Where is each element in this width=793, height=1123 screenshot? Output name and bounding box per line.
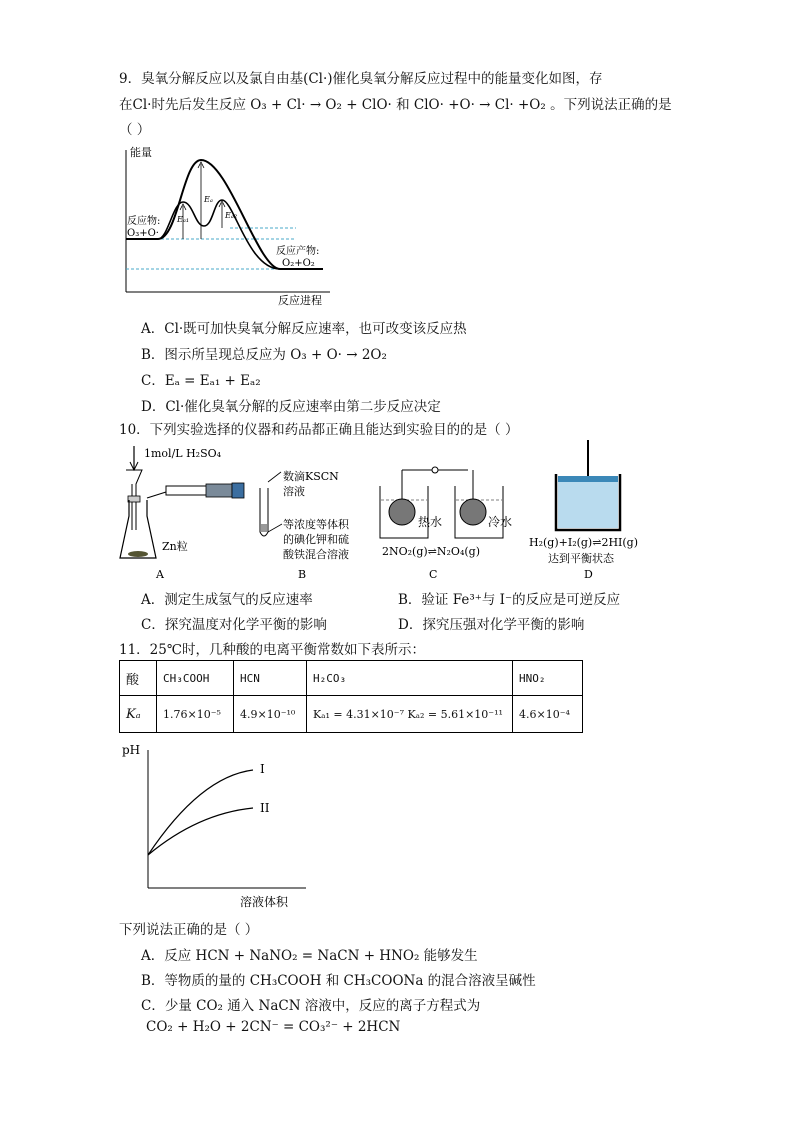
cold-flask bbox=[460, 499, 486, 525]
q10-stem: 10．下列实验选择的仪器和药品都正确且能达到实验目的的是（ ） bbox=[119, 422, 519, 438]
ea-label: Eₐ bbox=[204, 195, 213, 204]
table-cell: HCN bbox=[234, 661, 307, 696]
q11-option-a: A．反应 HCN + NaNO₂ = NaCN + HNO₂ 能够发生 bbox=[141, 948, 478, 964]
table-cell: HNO₂ bbox=[513, 661, 583, 696]
d-state: 达到平衡状态 bbox=[548, 552, 614, 565]
product-formula: O₂+O₂ bbox=[282, 258, 315, 269]
apparatus-c bbox=[380, 467, 512, 581]
d-piston bbox=[558, 476, 618, 482]
a-reagent-label: 1mol/L H₂SO₄ bbox=[144, 447, 222, 460]
q10-option-a: A．测定生成氢气的反应速率 bbox=[141, 592, 313, 608]
zn-label: Zn粒 bbox=[162, 540, 188, 553]
b-drop-label: 数滴KSCN bbox=[283, 470, 339, 483]
ea1-label: Eₐ₁ bbox=[177, 215, 190, 224]
q9-option-b: B．图示所呈现总反应为 O₃ + O· → 2O₂ bbox=[141, 347, 387, 363]
hot-water-label: 热水 bbox=[418, 515, 443, 529]
curve-ii-label: II bbox=[260, 801, 270, 815]
reactant-formula: O₃+O· bbox=[127, 228, 159, 239]
apparatus-d bbox=[529, 440, 638, 581]
ea2-label: Eₐ₂ bbox=[225, 211, 238, 220]
label-c: C bbox=[429, 568, 438, 581]
table-cell: Kₐ₁ = 4.31×10⁻⁷ Kₐ₂ = 5.61×10⁻¹¹ bbox=[307, 696, 513, 733]
d-equation: H₂(g)+I₂(g)⇌2HI(g) bbox=[529, 536, 639, 549]
q10-option-c: C．探究温度对化学平衡的影响 bbox=[141, 617, 327, 633]
q9-option-d: D．Cl·催化臭氧分解的反应速率由第二步反应决定 bbox=[141, 399, 441, 415]
b-solution-1: 等浓度等体积 bbox=[283, 518, 349, 531]
table-cell: CH₃COOH bbox=[157, 661, 234, 696]
q9-answer-paren: （ ） bbox=[119, 122, 151, 138]
b-solution-2: 的碘化钾和硫 bbox=[283, 533, 349, 546]
q9-option-c: C．Eₐ = Eₐ₁ + Eₐ₂ bbox=[141, 373, 261, 389]
table-cell: Kₐ bbox=[120, 696, 157, 733]
zn-granules bbox=[128, 551, 148, 557]
q9-stem-line2: 在Cl·时先后发生反应 O₃ + Cl· → O₂ + ClO· 和 ClO· +O· → Cl· +O₂ 。下列说法正确的是 bbox=[119, 97, 672, 113]
hot-flask bbox=[389, 499, 415, 525]
b-drop-label-2: 溶液 bbox=[283, 485, 305, 498]
progress-axis-label: 反应进程 bbox=[278, 294, 322, 307]
table-cell: 酸 bbox=[120, 661, 157, 696]
reactant-label: 反应物: bbox=[127, 216, 161, 227]
c-equation: 2NO₂(g)⇌N₂O₄(g) bbox=[382, 545, 480, 558]
q11-prompt: 下列说法正确的是（ ） bbox=[119, 922, 259, 938]
q11-option-c-equation: CO₂ + H₂O + 2CN⁻ = CO₃²⁻ + 2HCN bbox=[146, 1019, 401, 1035]
b-solution-3: 酸铁混合溶液 bbox=[283, 548, 349, 561]
energy-diagram bbox=[118, 140, 348, 310]
apparatus-b bbox=[260, 469, 350, 581]
table-row bbox=[120, 696, 583, 733]
apparatus-figure bbox=[118, 440, 678, 585]
label-a: A bbox=[156, 568, 164, 581]
label-d: D bbox=[584, 568, 593, 581]
table-cell: 1.76×10⁻⁵ bbox=[157, 696, 234, 733]
product-label: 反应产物: bbox=[276, 246, 320, 257]
d-gas bbox=[558, 482, 618, 528]
q11-option-b: B．等物质的量的 CH₃COOH 和 CH₃COONa 的混合溶液呈碱性 bbox=[141, 973, 536, 989]
q10-option-d: D．探究压强对化学平衡的影响 bbox=[398, 617, 585, 633]
table-cell: H₂CO₃ bbox=[307, 661, 513, 696]
table-cell: 4.9×10⁻¹⁰ bbox=[234, 696, 307, 733]
volume-axis-label: 溶液体积 bbox=[240, 895, 289, 909]
a-flask bbox=[120, 500, 156, 558]
energy-axis-label: 能量 bbox=[130, 146, 152, 159]
ph-axis-label: pH bbox=[122, 743, 141, 757]
q11-stem: 11．25℃时，几种酸的电离平衡常数如下表所示： bbox=[119, 642, 425, 658]
syringe-plunger bbox=[206, 484, 232, 497]
ph-graph bbox=[118, 740, 318, 910]
table-header-row bbox=[120, 661, 583, 696]
q9-option-a: A．Cl·既可加快臭氧分解反应速率，也可改变该反应热 bbox=[141, 321, 467, 337]
curve-ii bbox=[148, 808, 253, 855]
label-b: B bbox=[298, 568, 307, 581]
cold-water-label: 冷水 bbox=[488, 515, 513, 529]
apparatus-a bbox=[120, 446, 244, 581]
stopcock-icon bbox=[432, 467, 438, 473]
ka-table bbox=[119, 660, 583, 733]
q9-stem-line1: 9．臭氧分解反应以及氯自由基(Cl·)催化臭氧分解反应过程中的能量变化如图，存 bbox=[119, 71, 603, 87]
q11-option-c: C．少量 CO₂ 通入 NaCN 溶液中，反应的离子方程式为 bbox=[141, 998, 481, 1014]
q10-option-b: B．验证 Fe³⁺与 I⁻的反应是可逆反应 bbox=[398, 592, 621, 608]
table-cell: 4.6×10⁻⁴ bbox=[513, 696, 583, 733]
curve-i-label: I bbox=[260, 762, 265, 776]
